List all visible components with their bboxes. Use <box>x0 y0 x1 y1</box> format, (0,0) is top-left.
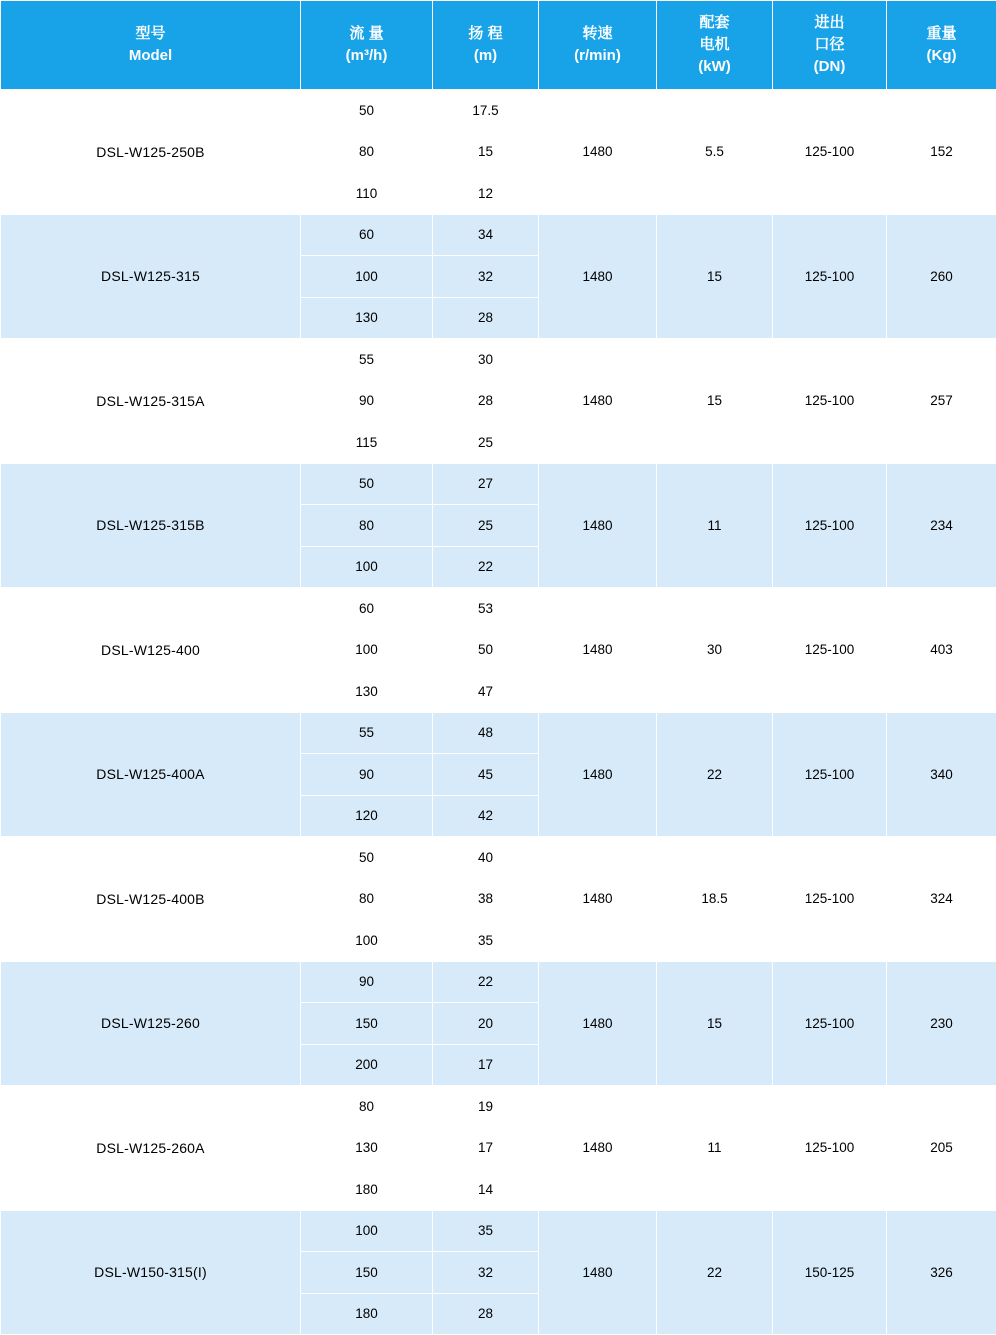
column-header-line: (Kg) <box>887 45 996 67</box>
cell-flow: 150 <box>301 1003 433 1045</box>
cell-motor: 22 <box>657 1210 773 1335</box>
column-header-line: 流 量 <box>301 23 432 45</box>
cell-flow: 90 <box>301 380 433 422</box>
cell-flow: 200 <box>301 1044 433 1086</box>
cell-head: 12 <box>433 173 539 215</box>
cell-flow: 180 <box>301 1169 433 1211</box>
column-header-motor <box>657 1 773 90</box>
table-header-row <box>1 1 996 90</box>
column-header-line: (r/min) <box>539 45 656 67</box>
cell-flow: 55 <box>301 339 433 381</box>
cell-dn: 125-100 <box>773 339 887 464</box>
cell-head: 50 <box>433 629 539 671</box>
cell-weight: 340 <box>887 712 996 837</box>
column-header-line: Model <box>1 45 300 67</box>
cell-flow: 80 <box>301 878 433 920</box>
column-header-dn <box>773 1 887 90</box>
cell-head: 34 <box>433 214 539 256</box>
table-row <box>1 1210 996 1252</box>
cell-flow: 80 <box>301 1086 433 1128</box>
cell-flow: 130 <box>301 671 433 713</box>
cell-flow: 100 <box>301 1210 433 1252</box>
cell-weight: 260 <box>887 214 996 339</box>
table-body <box>1 90 996 1335</box>
column-header-line: (DN) <box>773 56 886 78</box>
cell-speed: 1480 <box>539 339 657 464</box>
cell-weight: 152 <box>887 90 996 215</box>
column-header-line: 转速 <box>539 23 656 45</box>
cell-motor: 5.5 <box>657 90 773 215</box>
cell-motor: 18.5 <box>657 837 773 962</box>
cell-speed: 1480 <box>539 588 657 713</box>
cell-model: DSL-W125-315B <box>1 463 301 588</box>
cell-model: DSL-W125-400A <box>1 712 301 837</box>
cell-weight: 230 <box>887 961 996 1086</box>
cell-weight: 234 <box>887 463 996 588</box>
column-header-weight <box>887 1 996 90</box>
cell-head: 28 <box>433 297 539 339</box>
cell-flow: 150 <box>301 1252 433 1294</box>
column-header-line: 重量 <box>887 23 996 45</box>
cell-flow: 60 <box>301 214 433 256</box>
cell-weight: 324 <box>887 837 996 962</box>
cell-head: 17 <box>433 1127 539 1169</box>
column-header-line: 配套 <box>657 12 772 34</box>
cell-flow: 130 <box>301 1127 433 1169</box>
cell-weight: 257 <box>887 339 996 464</box>
cell-motor: 15 <box>657 214 773 339</box>
table-row <box>1 961 996 1003</box>
column-header-line: (m) <box>433 45 538 67</box>
cell-flow: 180 <box>301 1293 433 1335</box>
cell-flow: 90 <box>301 754 433 796</box>
cell-model: DSL-W125-400 <box>1 588 301 713</box>
cell-head: 22 <box>433 546 539 588</box>
column-header-line: 口径 <box>773 34 886 56</box>
cell-flow: 120 <box>301 795 433 837</box>
cell-head: 22 <box>433 961 539 1003</box>
cell-model: DSL-W125-250B <box>1 90 301 215</box>
cell-head: 25 <box>433 422 539 464</box>
cell-head: 28 <box>433 1293 539 1335</box>
column-header-speed <box>539 1 657 90</box>
cell-head: 17 <box>433 1044 539 1086</box>
cell-motor: 15 <box>657 339 773 464</box>
cell-dn: 125-100 <box>773 588 887 713</box>
cell-dn: 125-100 <box>773 837 887 962</box>
cell-speed: 1480 <box>539 961 657 1086</box>
cell-head: 47 <box>433 671 539 713</box>
cell-flow: 60 <box>301 588 433 630</box>
cell-head: 38 <box>433 878 539 920</box>
table-row <box>1 1086 996 1128</box>
cell-weight: 326 <box>887 1210 996 1335</box>
cell-flow: 80 <box>301 505 433 547</box>
table-row <box>1 588 996 630</box>
cell-head: 20 <box>433 1003 539 1045</box>
cell-speed: 1480 <box>539 837 657 962</box>
cell-weight: 403 <box>887 588 996 713</box>
cell-head: 48 <box>433 712 539 754</box>
cell-flow: 100 <box>301 256 433 298</box>
cell-motor: 22 <box>657 712 773 837</box>
cell-flow: 100 <box>301 629 433 671</box>
cell-flow: 100 <box>301 546 433 588</box>
cell-speed: 1480 <box>539 90 657 215</box>
cell-head: 32 <box>433 256 539 298</box>
cell-speed: 1480 <box>539 1086 657 1211</box>
table-row <box>1 837 996 879</box>
cell-head: 27 <box>433 463 539 505</box>
table-row <box>1 712 996 754</box>
cell-flow: 50 <box>301 90 433 132</box>
cell-dn: 125-100 <box>773 463 887 588</box>
cell-head: 53 <box>433 588 539 630</box>
cell-model: DSL-W150-315(I) <box>1 1210 301 1335</box>
column-header-line: (m³/h) <box>301 45 432 67</box>
cell-motor: 11 <box>657 463 773 588</box>
table-header <box>1 1 996 90</box>
cell-flow: 110 <box>301 173 433 215</box>
cell-dn: 125-100 <box>773 90 887 215</box>
cell-head: 30 <box>433 339 539 381</box>
cell-speed: 1480 <box>539 712 657 837</box>
cell-head: 40 <box>433 837 539 879</box>
column-header-line: 型号 <box>1 23 300 45</box>
cell-motor: 11 <box>657 1086 773 1211</box>
cell-flow: 50 <box>301 463 433 505</box>
column-header-flow <box>301 1 433 90</box>
cell-flow: 130 <box>301 297 433 339</box>
cell-speed: 1480 <box>539 214 657 339</box>
cell-dn: 125-100 <box>773 961 887 1086</box>
cell-model: DSL-W125-260 <box>1 961 301 1086</box>
table-row <box>1 339 996 381</box>
cell-flow: 100 <box>301 920 433 962</box>
column-header-line: 进出 <box>773 12 886 34</box>
cell-head: 14 <box>433 1169 539 1211</box>
cell-head: 25 <box>433 505 539 547</box>
column-header-head <box>433 1 539 90</box>
cell-dn: 125-100 <box>773 1086 887 1211</box>
cell-model: DSL-W125-260A <box>1 1086 301 1211</box>
cell-motor: 30 <box>657 588 773 713</box>
cell-head: 42 <box>433 795 539 837</box>
cell-speed: 1480 <box>539 463 657 588</box>
cell-head: 32 <box>433 1252 539 1294</box>
cell-model: DSL-W125-315 <box>1 214 301 339</box>
cell-dn: 150-125 <box>773 1210 887 1335</box>
cell-speed: 1480 <box>539 1210 657 1335</box>
cell-flow: 115 <box>301 422 433 464</box>
cell-head: 15 <box>433 131 539 173</box>
table-row <box>1 214 996 256</box>
cell-head: 28 <box>433 380 539 422</box>
table-row <box>1 90 996 132</box>
column-header-line: 电机 <box>657 34 772 56</box>
cell-flow: 50 <box>301 837 433 879</box>
cell-flow: 90 <box>301 961 433 1003</box>
cell-head: 35 <box>433 920 539 962</box>
column-header-line: (kW) <box>657 56 772 78</box>
cell-dn: 125-100 <box>773 214 887 339</box>
cell-head: 19 <box>433 1086 539 1128</box>
cell-model: DSL-W125-315A <box>1 339 301 464</box>
table-row <box>1 463 996 505</box>
cell-model: DSL-W125-400B <box>1 837 301 962</box>
column-header-model <box>1 1 301 90</box>
cell-head: 35 <box>433 1210 539 1252</box>
cell-dn: 125-100 <box>773 712 887 837</box>
cell-motor: 15 <box>657 961 773 1086</box>
cell-flow: 55 <box>301 712 433 754</box>
cell-head: 45 <box>433 754 539 796</box>
cell-head: 17.5 <box>433 90 539 132</box>
cell-weight: 205 <box>887 1086 996 1211</box>
column-header-line: 扬 程 <box>433 23 538 45</box>
cell-flow: 80 <box>301 131 433 173</box>
